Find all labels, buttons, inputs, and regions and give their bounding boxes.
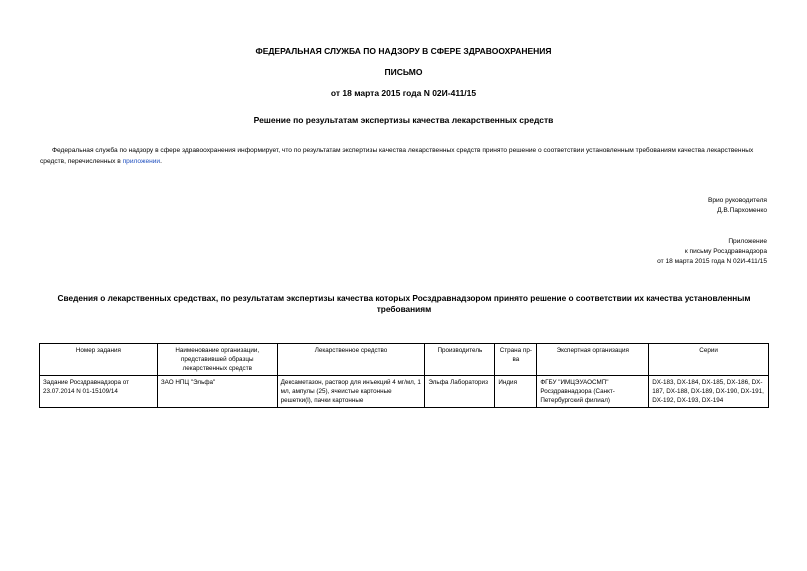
table-header-row <box>40 344 769 376</box>
body-paragraph-end: . <box>160 158 162 165</box>
signatory-position: Врио руководителя <box>707 197 767 204</box>
column-header: Экспертная организация <box>537 344 649 376</box>
appendix-date: от 18 марта 2015 года N 02И-411/15 <box>657 258 767 265</box>
table-cell: Индия <box>495 376 537 408</box>
column-header: Лекарственное средство <box>277 344 425 376</box>
document-date-number: от 18 марта 2015 года N 02И-411/15 <box>330 88 477 98</box>
table-cell: ФГБУ "ИМЦЭУАОСМП" Росздравнадзора (Санкт-Петербургский филиал) <box>537 376 649 408</box>
signature-block <box>708 196 767 216</box>
table-cell: Задание Росздравнадзора от 23.07.2014 N 01-15109/14 <box>40 376 158 408</box>
appendix-label: Приложение <box>728 238 767 245</box>
column-header: Производитель <box>425 344 495 376</box>
agency-title: ФЕДЕРАЛЬНАЯ СЛУЖБА ПО НАДЗОРУ В СФЕРЕ ЗДРАВООХРАНЕНИЯ <box>255 46 552 56</box>
table-cell: Эльфа Лабораториз <box>425 376 495 408</box>
appendix-link[interactable]: приложении <box>122 158 161 165</box>
column-header: Серии <box>649 344 769 376</box>
appendix-block <box>657 237 767 267</box>
column-header: Страна пр-ва <box>495 344 537 376</box>
table-row <box>40 376 769 408</box>
table-cell: ЗАО НПЦ "Эльфа" <box>157 376 277 408</box>
column-header: Наименование организации, представившей образцы лекарственных средств <box>157 344 277 376</box>
body-paragraph-text: Федеральная служба по надзору в сфере здравоохранения информирует, что по результатам экспертизы качества лекарственных средств принято решение о соответствии установленным требованиям качества лекарственных средств, перечисленных в <box>40 147 754 165</box>
appendix-title: Сведения о лекарственных средствах, по результатам экспертизы качества которых Росздравнадзором принято решение о соответствии их качества установленным требованиям <box>57 293 751 314</box>
body-paragraph <box>40 145 770 167</box>
signatory-name: Д.В.Пархоменко <box>717 207 767 214</box>
document-type: ПИСЬМО <box>384 67 423 77</box>
drug-table <box>39 343 769 408</box>
document-subject: Решение по результатам экспертизы качества лекарственных средств <box>253 115 554 125</box>
table-cell: DX-183, DX-184, DX-185, DX-186, DX-187, DX-188, DX-189, DX-190, DX-191, DX-192, DX-193, DX-194 <box>649 376 769 408</box>
table-cell: Дексаметазон, раствор для инъекций 4 мг/мл, 1 мл, ампулы (25), ячеистые картонные решетки(l), пачки картонные <box>277 376 425 408</box>
column-header: Номер задания <box>40 344 158 376</box>
appendix-ref: к письму Росздравнадзора <box>684 248 767 255</box>
